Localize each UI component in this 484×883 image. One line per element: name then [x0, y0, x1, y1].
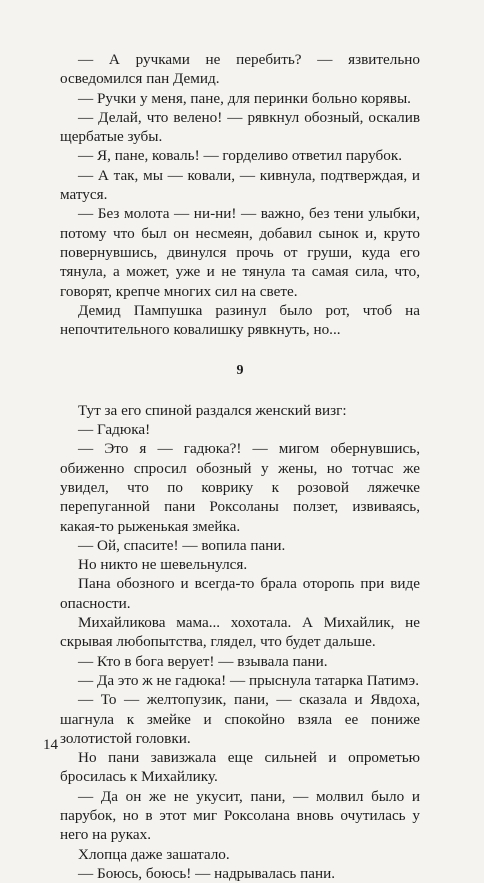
paragraph: — Да это ж не гадюка! — прыснула татарка Патимэ.: [78, 671, 419, 689]
paragraph: Хлопца даже зашатало.: [78, 845, 230, 863]
page-number: 14: [43, 737, 58, 753]
paragraph: Михайликова мама... хохотала. А Михайлик, не скрывая любопытства, глядел, что будет дальше.: [60, 614, 420, 651]
paragraph: — Ой, спасите! — вопила пани.: [78, 536, 286, 554]
paragraph: Тут за его спиной раздался женский визг:: [78, 401, 347, 419]
paragraph: Но никто не шевельнулся.: [78, 556, 248, 574]
paragraph: — Да он же не укусит, пани, — молвил было и парубок, но в этот миг Роксолана вновь очутилась у него на руках.: [60, 787, 420, 844]
paragraph: — Делай, что велено! — рявкнул обозный, оскалив щербатые зубы.: [60, 108, 420, 146]
paragraph: Пана обозного и всегда-то брала оторопь при виде опасности.: [60, 575, 420, 612]
paragraph: — То — желтопузик, пани, — сказала и Явдоха, шагнула к змейке и спокойно взяла ее пониже золотистой головки.: [60, 691, 420, 747]
paragraph: — Я, пане, коваль! — горделиво ответил парубок.: [78, 147, 403, 165]
paragraph: — Это я — гадюка?! — мигом обернувшись, обиженно спросил обозный у жены, но тотчас же увидел, что по коврику к розовой ляжечке перепуганной пани Роксоланы ползет, извиваясь, какая-то рыженькая змейка.: [60, 440, 420, 535]
paragraph: Демид Пампушка разинул было рот, чтоб на непочтительного ковалишку рявкнуть, но...: [60, 301, 420, 339]
page-text: [60, 50, 420, 882]
paragraph: — А так, мы — ковали, — кивнула, подтверждая, и матуся.: [60, 166, 420, 204]
paragraph: — Без молота — ни-ни! — важно, без тени улыбки, потому что был он несмеян, добавил сынок и, круто повернувшись, двинулся прочь от груши, куда его тянула, а может, уже и не тянула та самая сила, что, говорят, крепче многих сил на свете.: [60, 205, 420, 300]
paragraph: Но пани завизжала еще сильней и опрометью бросилась к Михайлику.: [60, 749, 420, 786]
paragraph: — Кто в бога верует! — взывала пани.: [78, 652, 328, 670]
paragraph: — Боюсь, боюсь! — надрывалась пани.: [78, 864, 336, 882]
chapter-number: 9: [236, 363, 244, 379]
paragraph: — Ручки у меня, пане, для перинки больно корявы.: [78, 89, 411, 107]
paragraph: — А ручками не перебить? — язвительно осведомился пан Демид.: [60, 51, 420, 88]
paragraph: — Гадюка!: [78, 421, 151, 439]
